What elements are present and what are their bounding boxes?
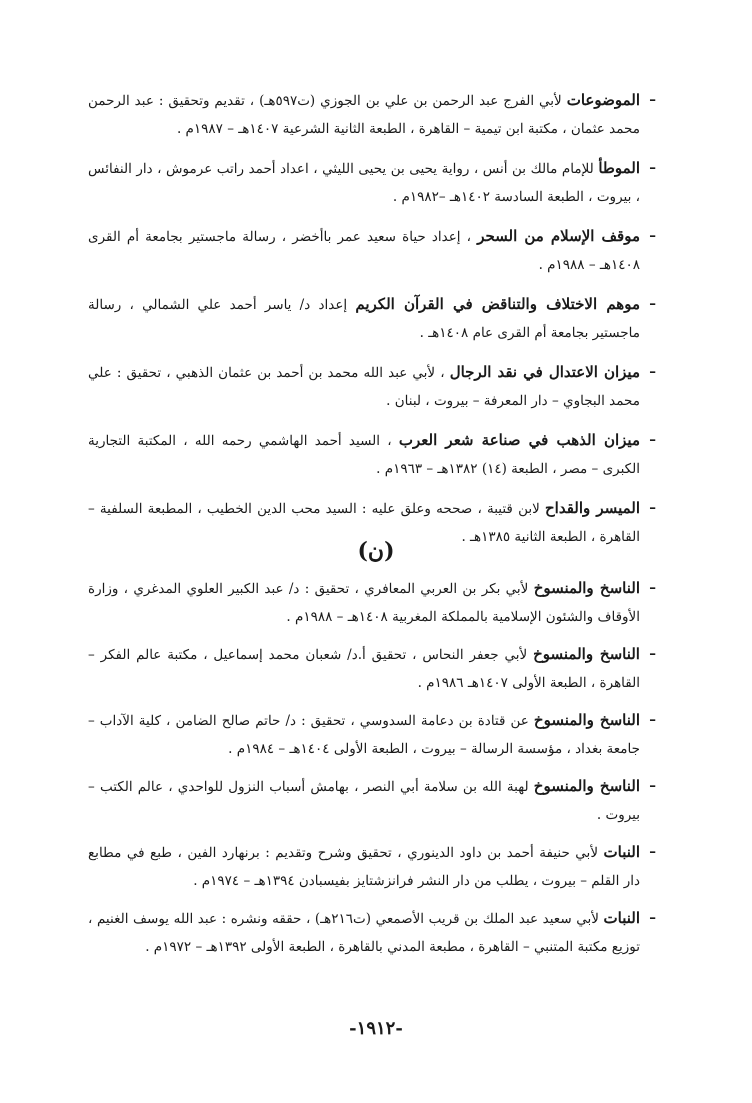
bibliography-entry — [88, 222, 654, 279]
bibliography-entry — [88, 290, 654, 347]
entry-title: موهم الاختلاف والتناقض في القرآن الكريم — [355, 295, 640, 313]
bibliography-entry — [88, 838, 654, 895]
bibliography-entry — [88, 86, 654, 143]
entry-text: لأبي بكر بن العربي المعافري ، تحقيق : د/ عبد الكبير العلوي المدغري ، وزارة الأوقاف والشئون الإسلامية بالمملكة المغربية ١٤٠٨هـ – ١٩٨٨م . — [88, 581, 640, 625]
entry-title: ميزان الاعتدال في نقد الرجال — [449, 363, 640, 381]
bibliography-entry — [88, 154, 654, 211]
entry-text: ، إعداد حياة سعيد عمر باأخضر ، رسالة ماجستير بجامعة أم القرى ١٤٠٨هـ – ١٩٨٨م . — [88, 229, 640, 273]
entry-title: موقف الإسلام من السحر — [477, 227, 640, 245]
entry-text: لأبي جعفر النحاس ، تحقيق أ.د/ شعبان محمد إسماعيل ، مكتبة عالم الفكر – القاهرة ، الطبعة الأولى ١٤٠٧هـ ١٩٨٦م . — [88, 647, 640, 691]
entry-title: الناسخ والمنسوخ — [533, 579, 640, 597]
bibliography-list-mim — [88, 86, 654, 562]
page-number: -١٩١٢- — [349, 1018, 403, 1039]
bibliography-entry — [88, 426, 654, 483]
bibliography-list-nun — [88, 574, 654, 970]
entry-title: النبات — [603, 843, 640, 861]
entry-text: لهبة الله بن سلامة أبي النصر ، بهامش أسباب النزول للواحدي ، عالم الكتب – بيروت . — [88, 779, 640, 823]
entry-text: للإمام مالك بن أنس ، رواية يحيى بن يحيى الليثي ، اعداد أحمد راتب عرموش ، دار النفائس ، بيروت ، الطبعة السادسة ١٤٠٢هـ –١٩٨٢م . — [88, 161, 640, 205]
entry-text: ، السيد أحمد الهاشمي رحمه الله ، المكتبة التجارية الكبرى – مصر ، الطبعة (١٤) ١٣٨٢هـ – ١٩٦٣م . — [88, 433, 640, 477]
bibliography-entry — [88, 706, 654, 763]
entry-text: لأبي سعيد عبد الملك بن قريب الأصمعي (ت٢١٦هـ) ، حققه ونشره : عبد الله يوسف الغنيم ، توزيع مكتبة المتنبي – القاهرة ، مطبعة المدني بالقاهرة ، الطبعة الأولى ١٣٩٢هـ – ١٩٧٢م . — [88, 911, 640, 955]
entry-text: إعداد د/ ياسر أحمد علي الشمالي ، رسالة ماجستير بجامعة أم القرى عام ١٤٠٨هـ . — [88, 297, 640, 341]
entry-title: الناسخ والمنسوخ — [533, 645, 640, 663]
entry-title: الميسر والقداح — [545, 499, 641, 517]
entry-title: الناسخ والمنسوخ — [533, 711, 640, 729]
section-letter-heading: (ن) — [357, 538, 395, 564]
bibliography-entry — [88, 772, 654, 829]
bibliography-entry — [88, 904, 654, 961]
bibliography-entry — [88, 640, 654, 697]
entry-text: لأبي الفرج عبد الرحمن بن علي بن الجوزي (ت٥٩٧هـ) ، تقديم وتحقيق : عبد الرحمن محمد عثمان ، مكتبة ابن تيمية – القاهرة ، الطبعة الثانية الشرعية ١٤٠٧هـ – ١٩٨٧م . — [88, 93, 640, 137]
entry-text: لابن قتيبة ، صححه وعلق عليه : السيد محب الدين الخطيب ، المطبعة السلفية – القاهرة ، الطبعة الثانية ١٣٨٥هـ . — [88, 501, 640, 545]
entry-text: ، لأبي عبد الله محمد بن أحمد بن عثمان الذهبي ، تحقيق : علي محمد البجاوي – دار المعرفة – بيروت ، لبنان . — [88, 365, 640, 409]
entry-title: النبات — [603, 909, 640, 927]
entry-text: لأبي حنيفة أحمد بن داود الدينوري ، تحقيق وشرح وتقديم : برنهارد الفين ، طبع في مطابع دار القلم – بيروت ، يطلب من دار النشر فرانزشتايز بفيسبادن ١٣٩٤هـ – ١٩٧٤م . — [88, 845, 640, 889]
entry-title: ميزان الذهب في صناعة شعر العرب — [398, 431, 640, 449]
entry-title: الموطأ — [598, 159, 640, 177]
entry-text: عن قتادة بن دعامة السدوسي ، تحقيق : د/ حاتم صالح الضامن ، كلية الآداب – جامعة بغداد ، مؤسسة الرسالة – بيروت ، الطبعة الأولى ١٤٠٤هـ – ١٩٨٤م . — [88, 713, 640, 757]
bibliography-entry — [88, 574, 654, 631]
entry-title: الناسخ والمنسوخ — [533, 777, 640, 795]
bibliography-entry — [88, 358, 654, 415]
entry-title: الموضوعات — [566, 91, 641, 109]
